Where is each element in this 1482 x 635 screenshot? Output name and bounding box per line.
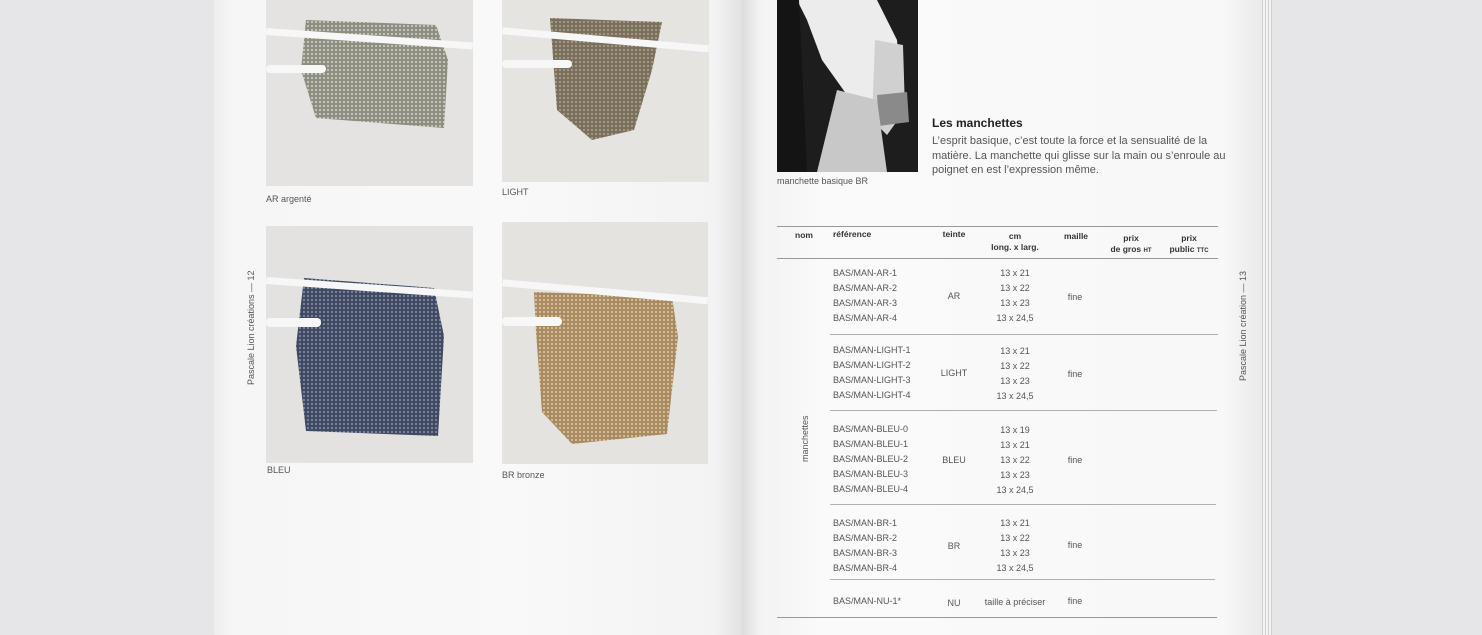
table-header-rule bbox=[777, 258, 1218, 259]
table-cell: BAS/MAN-BLEU-4 bbox=[833, 484, 909, 494]
group-bleu-references bbox=[833, 422, 908, 497]
table-cell: 13 x 24,5 bbox=[996, 313, 1034, 323]
header-prix-gros-sub: de gros HT bbox=[1110, 244, 1152, 254]
nom-manchettes: manchettes bbox=[800, 415, 810, 462]
table-cell: BAS/MAN-BLEU-1 bbox=[833, 439, 909, 449]
section-title: Les manchettes bbox=[932, 116, 1023, 130]
table-cell: BAS/MAN-BR-3 bbox=[833, 548, 898, 558]
group-bleu-sizes bbox=[984, 423, 1046, 498]
header-nom: nom bbox=[795, 230, 813, 240]
group-light-references bbox=[833, 343, 911, 403]
chainmail-cuff-blue-icon bbox=[266, 226, 473, 463]
group-ar-references bbox=[833, 266, 897, 326]
chainmail-cuff-bronze-icon bbox=[502, 222, 708, 464]
table-cell: BAS/MAN-BLEU-0 bbox=[833, 424, 909, 434]
group-divider bbox=[830, 410, 1217, 411]
photo-ar-argente bbox=[266, 0, 473, 186]
group-nu-references bbox=[833, 594, 901, 609]
group-ar-sizes bbox=[984, 266, 1046, 326]
photo-br-bronze bbox=[502, 222, 708, 464]
table-cell: BAS/MAN-NU-1* bbox=[833, 596, 902, 606]
header-maille: maille bbox=[1063, 231, 1089, 241]
header-prix-gros bbox=[1103, 233, 1159, 257]
group-light-maille: fine bbox=[1067, 369, 1083, 379]
caption-manchette-basique: manchette basique BR bbox=[777, 176, 869, 186]
table-cell: 13 x 21 bbox=[1000, 440, 1030, 450]
header-prix-gros-label: prix bbox=[1123, 233, 1139, 243]
header-reference: référence bbox=[833, 229, 872, 239]
table-cell: BAS/MAN-BLEU-3 bbox=[833, 469, 909, 479]
table-cell: BAS/MAN-LIGHT-1 bbox=[833, 345, 911, 355]
header-prix-public-label: prix bbox=[1181, 233, 1197, 243]
table-cell: BAS/MAN-AR-3 bbox=[833, 298, 898, 308]
caption-ar-argente: AR argenté bbox=[266, 194, 312, 204]
table-cell: 13 x 23 bbox=[1000, 298, 1030, 308]
header-cm-label: cm bbox=[1008, 231, 1022, 241]
table-cell: BAS/MAN-AR-1 bbox=[833, 268, 898, 278]
table-cell: BAS/MAN-BLEU-2 bbox=[833, 454, 909, 464]
table-cell: BAS/MAN-BR-4 bbox=[833, 563, 898, 573]
table-cell: BAS/MAN-LIGHT-3 bbox=[833, 375, 911, 385]
group-divider bbox=[830, 334, 1218, 335]
header-cm bbox=[985, 231, 1045, 253]
table-cell: 13 x 19 bbox=[1000, 425, 1030, 435]
page-edges bbox=[1262, 0, 1272, 635]
group-light-sizes bbox=[984, 344, 1046, 404]
group-bleu-teinte: BLEU bbox=[942, 455, 966, 465]
group-nu-sizes bbox=[978, 595, 1052, 610]
table-cell: 13 x 22 bbox=[1000, 361, 1030, 371]
table-cell: 13 x 22 bbox=[1000, 283, 1030, 293]
table-cell: 13 x 24,5 bbox=[996, 391, 1034, 401]
section-description: L’esprit basique, c’est toute la force et la sensualité de la matière. La manchette qui glisse sur la main ou s’enroule au poignet en est l’expression même. bbox=[932, 135, 1226, 176]
group-nu-maille: fine bbox=[1067, 596, 1083, 606]
group-divider bbox=[830, 504, 1216, 505]
right-page-folio: Pascale Lion création — 13 bbox=[1238, 270, 1248, 381]
header-teinte: teinte bbox=[942, 229, 966, 239]
group-br-teinte: BR bbox=[947, 541, 961, 551]
group-ar-maille: fine bbox=[1067, 292, 1083, 302]
group-divider bbox=[830, 579, 1215, 580]
group-br-maille: fine bbox=[1067, 540, 1083, 550]
table-cell: 13 x 21 bbox=[1000, 518, 1030, 528]
group-ar-teinte: AR bbox=[947, 291, 961, 301]
caption-bleu: BLEU bbox=[267, 465, 291, 475]
table-cell: 13 x 23 bbox=[1000, 548, 1030, 558]
photo-light bbox=[502, 0, 709, 182]
table-bottom-rule bbox=[777, 617, 1217, 618]
table-cell: taille à préciser bbox=[984, 597, 1046, 607]
header-cm-dims: long. x larg. bbox=[991, 242, 1039, 252]
table-cell: BAS/MAN-LIGHT-4 bbox=[833, 390, 911, 400]
photo-manchette-basique bbox=[777, 0, 918, 172]
table-cell: 13 x 21 bbox=[1000, 346, 1030, 356]
chainmail-cuff-silver-icon bbox=[266, 0, 473, 186]
table-cell: BAS/MAN-LIGHT-2 bbox=[833, 360, 911, 370]
group-br-sizes bbox=[984, 516, 1046, 576]
header-prix-public bbox=[1163, 233, 1215, 257]
caption-light: LIGHT bbox=[502, 187, 529, 197]
photo-bleu bbox=[266, 226, 473, 463]
table-cell: 13 x 22 bbox=[1000, 455, 1030, 465]
table-cell: BAS/MAN-BR-1 bbox=[833, 518, 898, 528]
group-br-references bbox=[833, 516, 897, 576]
group-bleu-maille: fine bbox=[1067, 455, 1083, 465]
caption-br-bronze: BR bronze bbox=[502, 470, 545, 480]
table-cell: BAS/MAN-AR-2 bbox=[833, 283, 898, 293]
model-wearing-cuff-icon bbox=[777, 0, 918, 172]
chainmail-cuff-light-icon bbox=[502, 0, 709, 182]
left-page-folio: Pascale Lion créations — 12 bbox=[246, 270, 256, 385]
group-light-teinte: LIGHT bbox=[940, 368, 968, 378]
header-prix-public-sub: public TTC bbox=[1169, 244, 1209, 254]
table-cell: 13 x 24,5 bbox=[996, 563, 1034, 573]
table-cell: 13 x 23 bbox=[1000, 470, 1030, 480]
table-top-rule bbox=[777, 226, 1218, 227]
table-cell: 13 x 24,5 bbox=[996, 485, 1034, 495]
table-cell: 13 x 21 bbox=[1000, 268, 1030, 278]
table-cell: BAS/MAN-BR-2 bbox=[833, 533, 898, 543]
table-cell: BAS/MAN-AR-4 bbox=[833, 313, 898, 323]
table-cell: 13 x 22 bbox=[1000, 533, 1030, 543]
table-cell: 13 x 23 bbox=[1000, 376, 1030, 386]
group-nu-teinte: NU bbox=[947, 598, 961, 608]
